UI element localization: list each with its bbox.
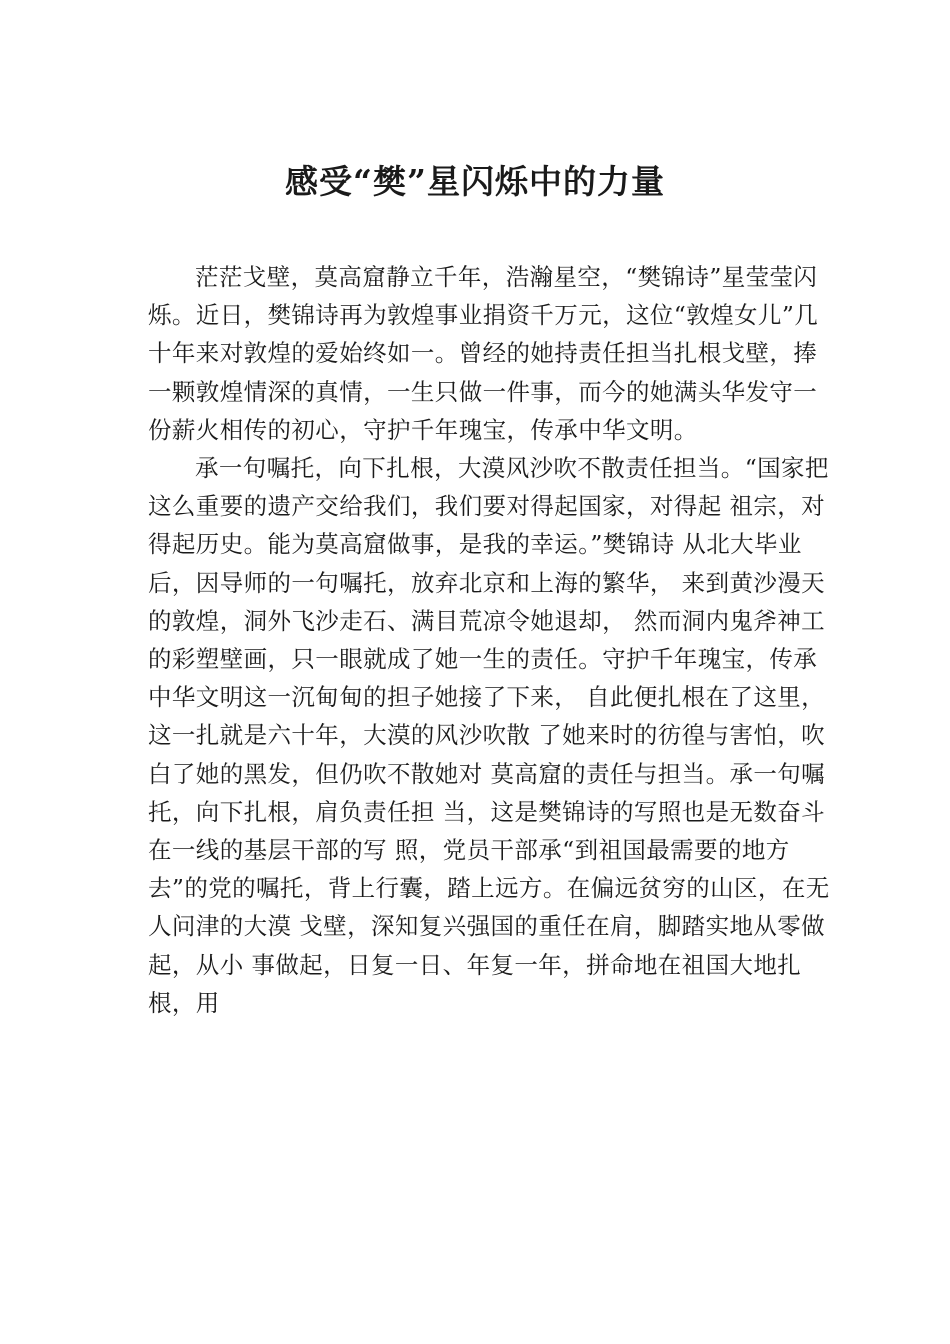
document-title: 感受“樊”星闪烁中的力量 [285, 162, 665, 201]
document-body [148, 258, 840, 1022]
paragraph-2: 承一句嘱托，向下扎根，大漠风沙吹不散责任担当。“国家把这么重要的遗产交给我们，我们要对得起国家，对得起 祖宗，对得起历史。能为莫高窟做事，是我的幸运。”樊锦诗 从北大毕业后，因导师的一句嘱托，放弃北京和上海的繁华， 来到黄沙漫天的敦煌，洞外飞沙走石、满目荒凉令她退却， 然而洞内鬼斧神工的彩塑壁画，只一眼就成了她一生的责任。守护千年瑰宝，传承中华文明这一沉甸甸的担子她接了下来， 自此便扎根在了这里，这一扎就是六十年，大漠的风沙吹散 了她来时的彷徨与害怕，吹白了她的黑发，但仍吹不散她对 莫高窟的责任与担当。承一句嘱托，向下扎根，肩负责任担 当，这是樊锦诗的写照也是无数奋斗在一线的基层干部的写 照，党员干部承“到祖国最需要的地方去”的党的嘱托，背上行囊，踏上远方。在偏远贫穷的山区，在无人问津的大漠 戈壁，深知复兴强国的重任在肩，脚踏实地从零做起，从小 事做起，日复一日、年复一年，拼命地在祖国大地扎根，用 [148, 454, 830, 1017]
paragraph-1: 茫茫戈壁，莫高窟静立千年，浩瀚星空，“樊锦诗”星莹莹闪烁。近日，樊锦诗再为敦煌事业捐资千万元，这位“敦煌女儿”几十年来对敦煌的爱始终如一。曾经的她持责任担当扎根戈壁，捧一颗敦煌情深的真情，一生只做一件事，而今的她满头华发守一份薪火相传的初心，守护千年瑰宝，传承中华文明。 [148, 263, 819, 444]
